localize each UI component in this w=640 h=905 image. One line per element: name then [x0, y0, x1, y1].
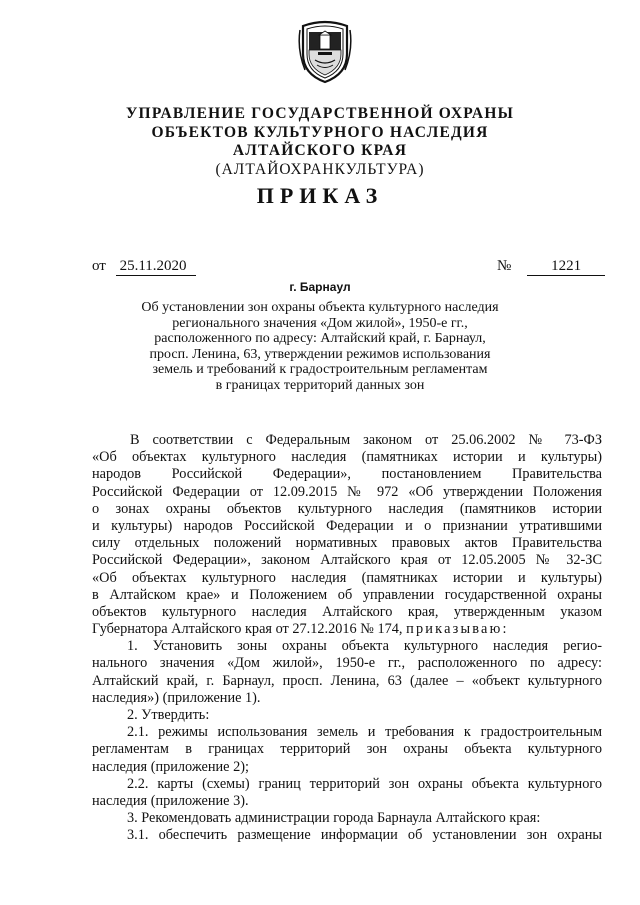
- body-line: силу отдельных положений нормативных правовых актов Правительства: [92, 535, 602, 552]
- order-word: приказываю:: [406, 621, 509, 638]
- number-prefix: №: [497, 258, 512, 274]
- body-line: Алтайский край, г. Барнаул, просп. Ленина, 63 (далее – «объект культурного: [92, 672, 602, 689]
- order-subject: [140, 300, 500, 393]
- body-line: регламентам в границах территорий зон охраны объекта культурного: [92, 741, 602, 758]
- body-line: нального значения «Дом жилой», 1950-е гг., расположенного по адресу:: [92, 655, 602, 672]
- body-line: наследия (приложение 2);: [92, 758, 249, 775]
- body-line: наследия (приложение 3).: [92, 792, 249, 809]
- city-label: г. Барнаул: [289, 280, 351, 294]
- body-line: объектов культурного наследия Алтайского края, утвержденным указом: [92, 603, 602, 620]
- body-line: наследия») (приложение 1).: [92, 689, 261, 706]
- authority-line-1: УПРАВЛЕНИЕ ГОСУДАРСТВЕННОЙ ОХРАНЫ: [125, 105, 514, 122]
- authority-line-2: ОБЪЕКТОВ КУЛЬТУРНОГО НАСЛЕДИЯ: [151, 123, 489, 141]
- authority-abbrev: (АЛТАЙОХРАНКУЛЬТУРА): [215, 160, 425, 178]
- body-line: народов Российской Федерации», постановлением Правительства: [92, 466, 602, 483]
- body-line-order: [92, 621, 602, 638]
- date-value: 25.11.2020: [116, 258, 196, 276]
- item-2-line: 2. Утвердить:: [127, 707, 210, 723]
- body-line: в Алтайском крае» и Положением об управлении государственной охраны: [92, 586, 602, 603]
- body-line: и культуры) народов Российской Федерации и о признании утратившими: [92, 517, 602, 534]
- body-line: о зонах охраны объектов культурного наследия (памятников истории: [92, 500, 602, 517]
- item-1-line: 1. Установить зоны охраны объекта культурного наследия регио-: [127, 638, 602, 655]
- issuing-authority-header: [0, 105, 640, 179]
- item-2-2-line: 2.2. карты (схемы) границ территорий зон охраны объекта культурного: [127, 775, 602, 792]
- body-line: Российской Федерации от 12.09.2015 № 972 «Об утверждении Положения: [92, 483, 602, 500]
- date-prefix: от: [92, 258, 106, 274]
- coat-of-arms-emblem: [297, 20, 353, 84]
- authority-line-3: АЛТАЙСКОГО КРАЯ: [232, 142, 408, 159]
- body-line: «Об объектах культурного наследия (памятниках истории и культуры): [92, 569, 602, 586]
- subject-line: в границах территорий данных зон: [215, 377, 425, 393]
- body-line: В соответствии с Федеральным законом от 25.06.2002 № 73-ФЗ: [130, 432, 602, 448]
- item-3-1-line: 3.1. обеспечить размещение информации об установлении зон охраны: [127, 827, 602, 844]
- document-title: ПРИКАЗ: [256, 183, 384, 208]
- order-body: [92, 432, 602, 845]
- subject-line: регионального значения «Дом жилой», 1950-е гг.,: [172, 315, 468, 331]
- number-value: 1221: [527, 258, 605, 276]
- order-number: [497, 258, 605, 276]
- subject-line: расположенного по адресу: Алтайский край, г. Барнаул,: [154, 331, 486, 346]
- item-2-1-line: 2.1. режимы использования земель и требования к градостроительным: [127, 724, 602, 741]
- subject-line: просп. Ленина, 63, утверждении режимов использования: [149, 346, 491, 362]
- body-line-text: Губернатора Алтайского края от 27.12.2016 № 174,: [92, 621, 403, 638]
- item-3-line: 3. Рекомендовать администрации города Барнаула Алтайского края:: [127, 810, 541, 827]
- body-line: Российской Федерации», законом Алтайского края от 12.05.2005 № 32-ЗС: [92, 552, 602, 569]
- subject-line: Об установлении зон охраны объекта культурного наследия: [141, 300, 499, 315]
- body-line: «Об объектах культурного наследия (памятниках истории и культуры): [92, 449, 602, 466]
- order-date: [92, 258, 196, 276]
- subject-line: земель и требований к градостроительным регламентам: [152, 362, 488, 377]
